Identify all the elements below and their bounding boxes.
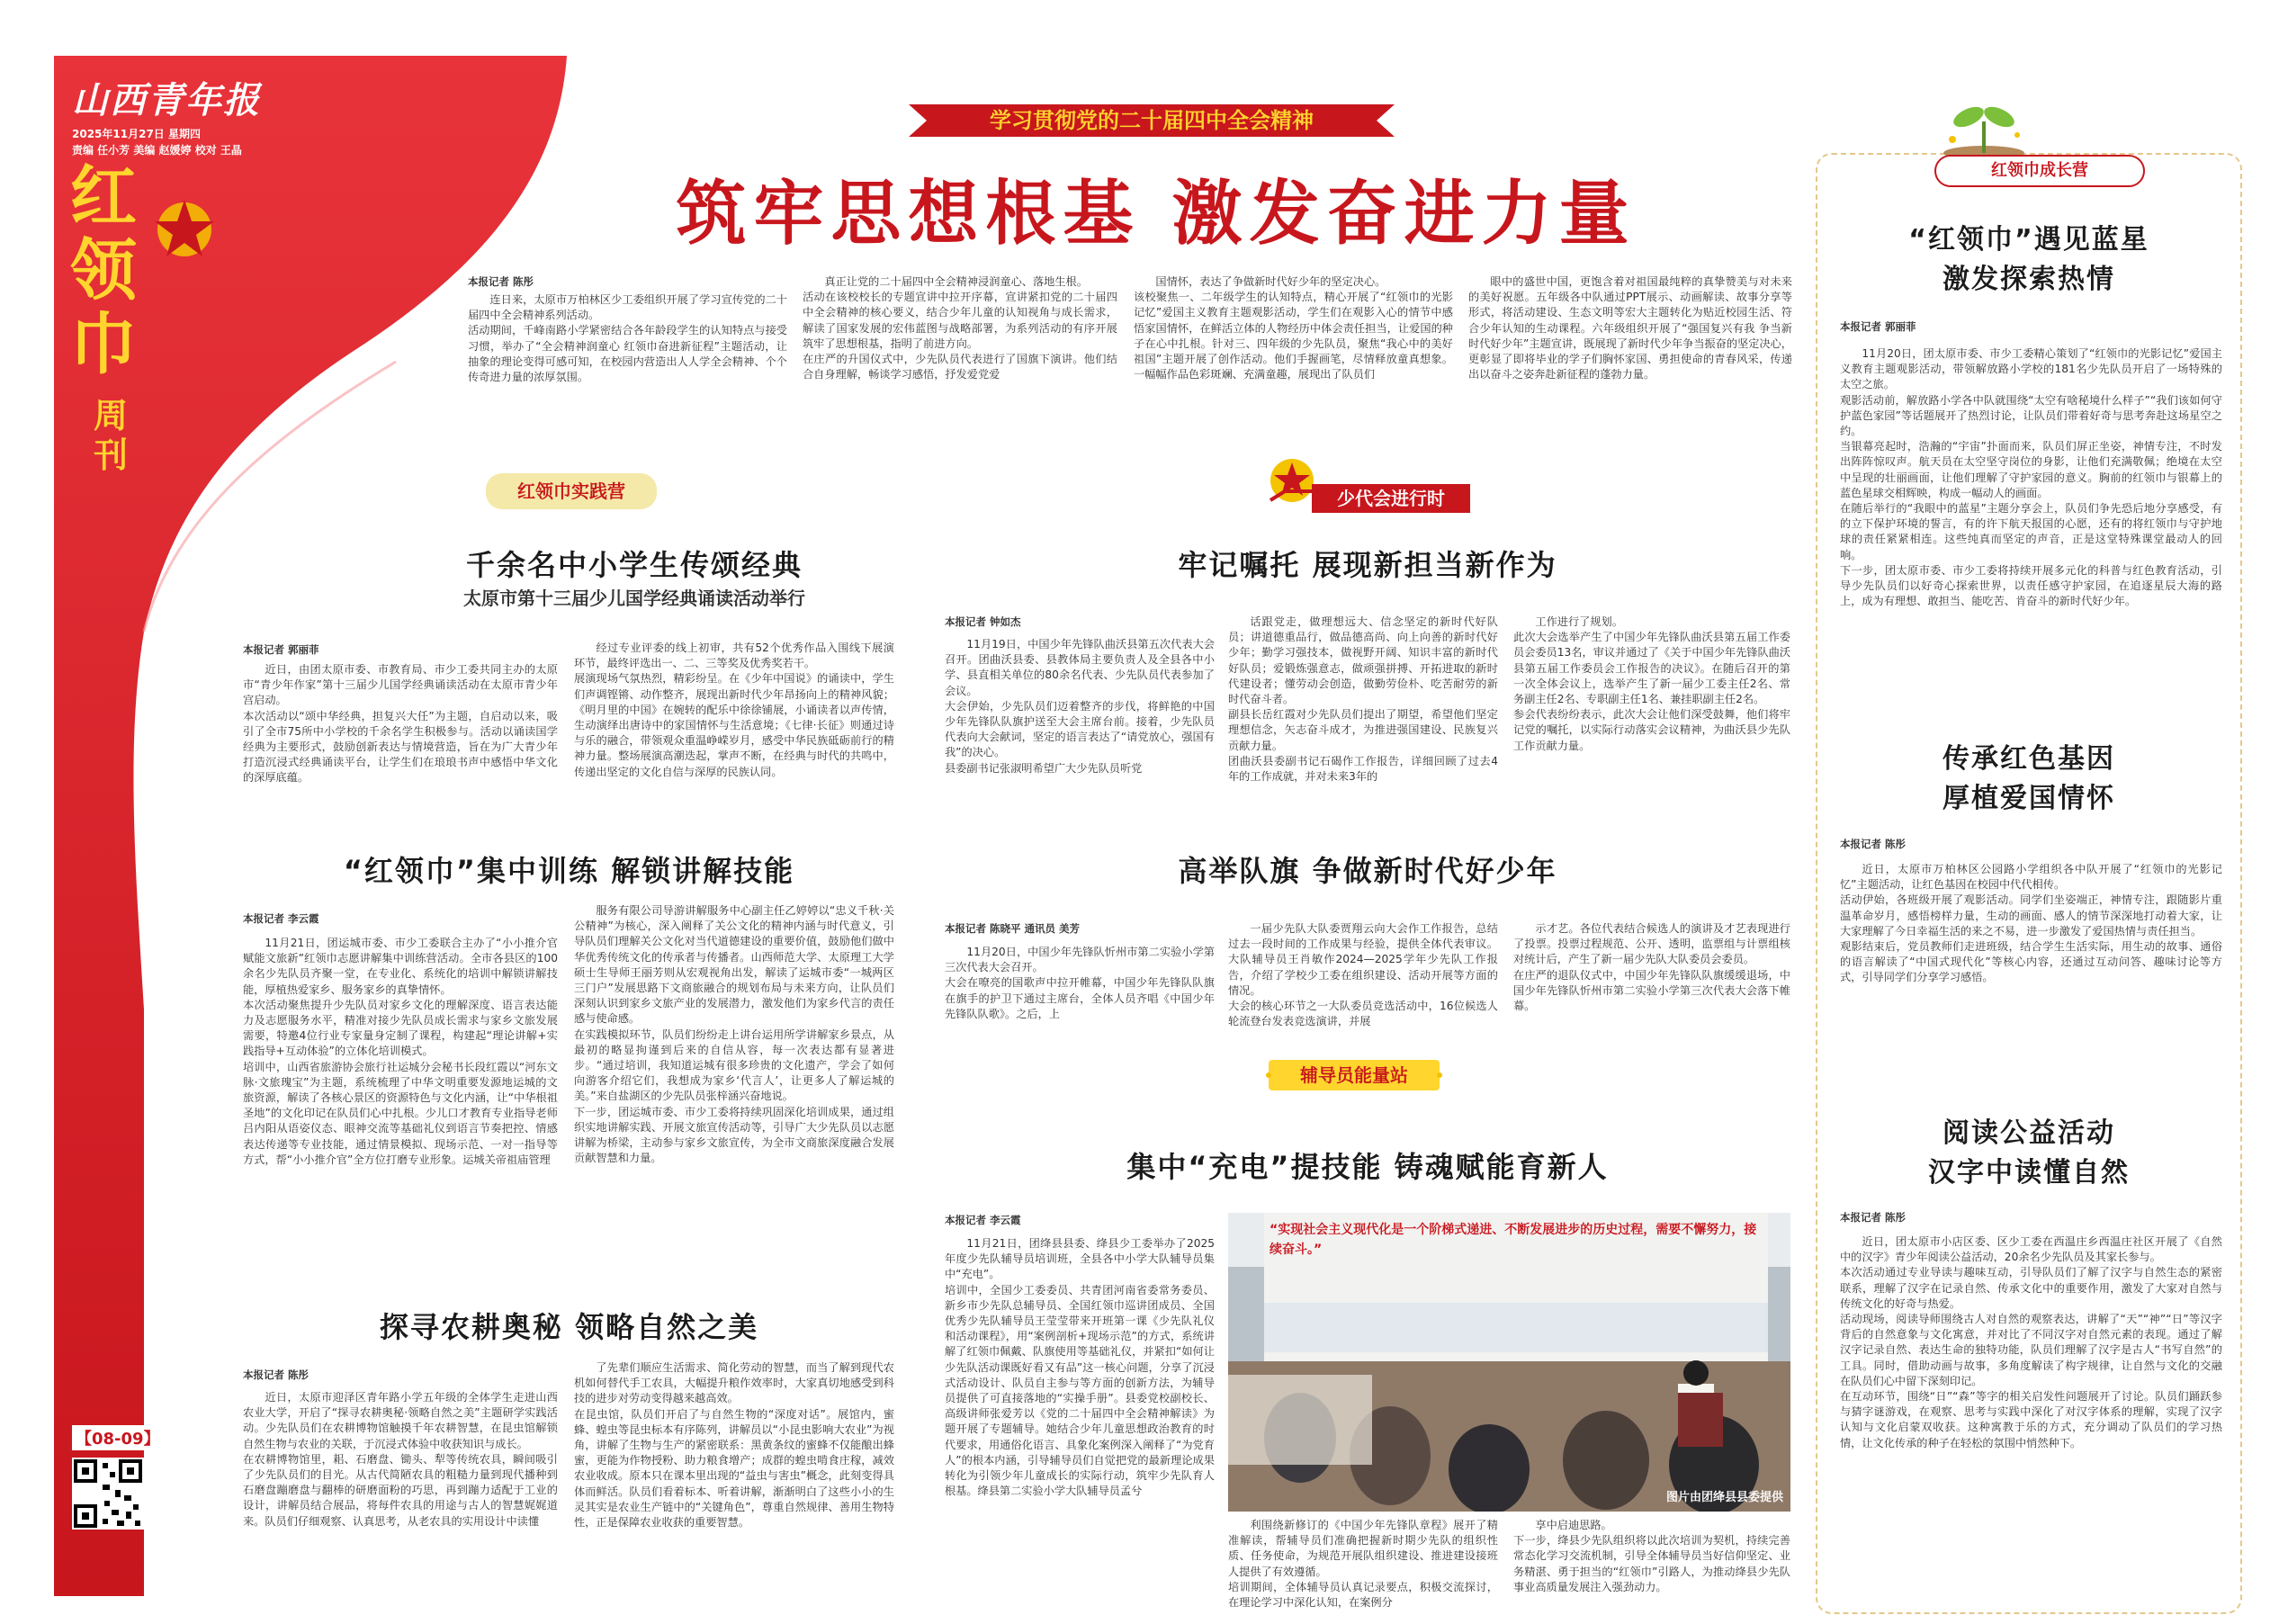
practice-tag-text: 红领巾实践营 xyxy=(517,480,625,502)
title-line-2: 激发探索热情 xyxy=(1943,264,2115,295)
article-subtitle: 太原市第十三届少儿国学经典诵读活动举行 xyxy=(463,588,805,609)
article-col-1: 11月21日，团绛县县委、绛县少工委举办了2025年度少先队辅导员培训班，全县各中小学大队辅导员集中“充电”。 培训中，全国少工委委员、共青团河南省委常务委员、新乡市少先队总辅导员、全国红领巾巡讲团成员、全国优秀少先队辅导员王莹莹带来开班第一课《少先队礼仪和活动课程》，用“案例剖析+现场示范”的方式，系统讲解了红领巾佩戴、队旗使用等基础礼仪，并紧扣“如何让少先队活动课既好看又有品”这一核心问题，分享了沉浸式活动设计、队员自主参与等方面的创新方法，为辅导员提供了可直接落地的“实操手册”。县委党校副校长、高级讲师张爱芳以《党的二十届四中全会精神解读》为题开展了专题辅导。她结合少年儿童思想政治教育的时代要求，用通俗化语言、具象化案例深入阐释了“为党育人”的根本内涵，引导辅导员们自觉把党的最新理论成果转化为引领少年儿童成长的实际行动，筑牢少先队育人根基。绛县第二实验小学大队辅导员孟兮 xyxy=(945,1237,1215,1498)
article-col-1: 11月20日，中国少年先锋队忻州市第二实验小学第三次代表大会召开。 大会在嘹亮的国歌声中拉开帷幕，中国少年先锋队队旗在旗手的护卫下通过主席台，全体人员齐唱《中国少年先锋队队歌》。之后，上 xyxy=(945,946,1215,1020)
issue-date: 2025年11月27日 星期四 xyxy=(72,128,201,140)
article-col-1: 11月19日，中国少年先锋队曲沃县第五次代表大会召开。团曲沃县委、县教体局主要负责人及全县各中小学、县直相关单位的80余名代表、少先队员代表参加了会议。 大会伊始，少先队员们迈着整齐的步伐，将鲜艳的中国少年先锋队队旗护送至大会主席台前。接着，少先队员代表向大会献词，坚定的语言表达了“请党放心，强国有我”的决心。 县委副书记张淑明希望广大少先队员听党 xyxy=(945,638,1215,775)
paper-name: 山西青年报 xyxy=(72,79,261,121)
article-col-1: 近日，由团太原市委、市教育局、市少工委共同主办的太原市“青少年作家”第十三届少儿国学经典诵读活动在太原市青少年宫启动。 本次活动以“颂中华经典，担复兴大任”为主题，自启动以来，吸引了全市75所中小学校的千余名学生积极参与。活动以诵读国学经典为主要形式，鼓励创新表达与情境营造，旨在为广大青少年打造沉浸式经典诵读平台，让学生们在琅琅书声中感悟中华文化的深厚底蕴。 xyxy=(243,663,558,785)
sidebar-tag-text: 红领巾成长营 xyxy=(1991,161,2088,180)
article-byline: 本报记者 陈彤 xyxy=(243,1368,310,1381)
section-subtitle: 周刊 xyxy=(94,395,129,475)
sidebar-article-body: 近日，团太原市小店区委、区少工委在西温庄乡西温庄社区开展了《自然中的汉字》青少年阅读公益活动，20余名少先队员及其家长参与。 本次活动通过专业导读与趣味互动，引导队员们了解了汉字与自然生态的紧密联系，理解了汉字在记录自然、传承文化中的重要作用，激发了大家对自然与传统文化的好奇与热爱。 活动现场，阅读导师围绕古人对自然的观察表达，讲解了“天”“神”“日”等汉字背后的自然意象与文化寓意，并对比了不同汉字对自然元素的表现。通过了解汉字记录自然、表达生命的独特功能，队员们理解了汉字是古人“书写自然”的工具。同时，借助动画与故事，多角度解读了构字规律，让自然与文化的交融在队员们心中留下深刻印记。 在互动环节，围绕“日”“森”等字的相关启发性问题展开了讨论。队员们踊跃参与猜字谜游戏，在观察、思考与实践中深化了对汉字体系的理解，实现了汉字认知与文化启蒙双收获。这种寓教于乐的方式，充分调动了队员们的学习热情，让文化传承的种子在轻松的氛围中悄然种下。 xyxy=(1840,1235,2222,1449)
counselor-section-tag xyxy=(1260,1054,1449,1096)
practice-section-tag xyxy=(486,473,657,509)
title-line-2: 汉字中读懂自然 xyxy=(1928,1157,2130,1189)
article-byline: 本报记者 郭丽菲 xyxy=(243,643,319,656)
article-col-2: 经过专业评委的线上初审，共有52个优秀作品入围线下展演环节，最终评选出一、二、三等奖及优秀奖若干。 展演现场气氛热烈，精彩纷呈。在《少年中国说》的诵读中，学生们声调铿锵、动作整齐，展现出新时代少年昂扬向上的精神风貌；《明月里的中国》在婉转的配乐中徐徐铺展，小诵读者以声传情，生动演绎出唐诗中的家国情怀与生活意境；《七律·长征》则通过诗与乐的融合，带领观众重温峥嵘岁月，感受中华民族砥砺前行的精神力量。整场展演高潮迭起，掌声不断，在经典与时代的共鸣中，传递出坚定的文化自信与深厚的民族认同。 xyxy=(574,642,894,778)
lead-col-2: 真正让党的二十届四中全会精神浸润童心、落地生根。 活动在该校校长的专题宣讲中拉开序幕，宣讲紧扣党的二十届四中全会精神的核心要义，结合少年儿童的认知视角与成长需求，解读了国家发展的宏伟蓝图与战略部署，为系列活动的有序开展筑牢了思想根基，指明了前进方向。 在庄严的升国仪式中，少先队员代表进行了国旗下演讲。他们结合自身理解，畅谈学习感悟，抒发爱党爱 xyxy=(803,275,1117,381)
article-col-1: 近日，太原市迎泽区青年路小学五年级的全体学生走进山西农业大学，开启了“探寻农耕奥秘·领略自然之美”主题研学实践活动。少先队员们在农耕博物馆触摸千年农耕智慧，在昆虫馆解锁自然生物与农业的关联，于沉浸式体验中收获知识与成长。 在农耕博物馆里，耜、石磨盘、锄头、犁等传统农具，瞬间吸引了少先队员们的目光。从古代简陋农具的粗糙力量到现代播种到石磨盘蹦磨盘与翻棒的研磨面粉的巧思，再到蹦力适配于工业的设计，讲解员结合展品，将每件农具的用途与古人的智慧娓娓道来。队员们仔细观察、认真思考，从老农具的实用设计中读懂 xyxy=(243,1391,558,1528)
pioneers-section-tag xyxy=(1258,455,1474,515)
sidebar-article-title xyxy=(1835,220,2222,300)
title-line-1: “红领巾”遇见蓝星 xyxy=(1908,224,2149,256)
sidebar-article-body: 11月20日，团太原市委、市少工委精心策划了“红领巾的光影记忆”爱国主义教育主题观影活动，带领解放路小学校的181名少先队员开启了一场特殊的太空之旅。 观影活动前，解放路小学各中队就围绕“太空有啥秘境什么样子”“我们该如何守护蓝色家园”等话题展开了热烈讨论，让队员们带着好奇与思考奔赴这场星空之约。 当银幕亮起时，浩瀚的“宇宙”扑面而来，队员们屏正坐姿，神情专注，不时发出阵阵惊叹声。航天员在太空坚守岗位的身影，让他们充满敬佩；绝境在太空中呈现的壮丽画面，让他们理解了守护家园的意义。胸前的红领巾与银幕上的蓝色星球交相辉映，构成一幅动人的画面。 在随后举行的“我眼中的蓝星”主题分享会上，队员们争先恐后地分享感受，有的立下保护环境的誓言，有的许下航天报国的心愿，还有的将红领巾与守护地球的责任紧紧相连。这些纯真而坚定的声音，正是这堂特殊课堂最动人的回响。 下一步，团太原市委、市少工委将持续开展多元化的科普与红色教育活动，引导少先队员们以好奇心探索世界，以责任感守护家园，在追逐星辰大海的路上，成为有理想、敢担当、能吃苦、肯奋斗的新时代好少年。 xyxy=(1840,347,2222,608)
article-byline: 本报记者 郭丽菲 xyxy=(1840,320,1916,333)
article-title: 集中“充电”提技能 铸魂赋能育新人 xyxy=(1126,1150,1609,1184)
article-col-3: 工作进行了规划。 此次大会选举产生了中国少年先锋队曲沃县第五届工作委员会委员13名，审议并通过了《关于中国少年先锋队曲沃县第五届工作委员会工作报告的决议》。在随后召开的第一次全体会议上，选举产生了新一届少工委主任2名、常务副主任2名、专职副主任1名、兼挂职副主任2名。 参会代表纷纷表示，此次大会让他们深受鼓舞，他们将牢记党的嘱托，以实际行动落实会议精神，为曲沃县少先队工作贡献力量。 xyxy=(1513,615,1791,752)
title-line-1: 阅读公益活动 xyxy=(1943,1117,2115,1149)
article-col-2: 了先辈们顺应生活需求、简化劳动的智慧，而当了解到现代农机如何替代手工农具，大幅提升粮作效率时，大家真切地感受到科技的进步对劳动变得越来越高效。 在昆虫馆，队员们开启了与自然生物的“深度对话”。展馆内，蜜蜂、蝗虫等昆虫标本有序陈列，讲解员以“小昆虫影响大农业”为视角，讲解了生物与生产的紧密联系：黑黄条纹的蜜蜂不仅能酿出蜂蜜，更能为作物授粉、助力粮食增产；成群的蝗虫啃食庄稼，减效农业收成。原本只在课本里出现的“益虫与害虫”概念，此刻变得具体而鲜活。队员们看着标本、听着讲解，渐渐明白了这些小小的生灵其实是农业生产链中的“关键角色”，尊重自然规律、善用生物特性，正是保障农业收获的重要智慧。 xyxy=(574,1361,894,1530)
photo-quote-banner: “实现社会主义现代化是一个阶梯式递进、不断发展进步的历史过程，需要不懈努力，接续奋斗。” xyxy=(1270,1223,1757,1257)
sidebar-article-body: 近日，太原市万柏林区公园路小学组织各中队开展了“红领巾的光影记忆”主题活动，让红色基因在校园中代代相传。 活动伊始，各班级开展了观影活动。同学们坐姿端正，神情专注，跟随影片重温革命岁月，感悟榜样力量，生动的画面、感人的情节深深地打动着大家，让大家理解了今日幸福生活的来之不易，进一步激发了爱国热情与责任担当。 观影结束后，党员教师们走进班级，结合学生生活实际，用生动的故事、通俗的语言解读了“中国式现代化”等核心内容，还通过互动问答、趣味讨论等方式，引导同学们分享学习感悟。 xyxy=(1840,863,2222,984)
page-headline: 筑牢思想根基 激发奋进力量 xyxy=(676,173,1637,255)
banner-tag-text: 学习贯彻党的二十届四中全会精神 xyxy=(990,108,1314,133)
article-byline: 本报记者 李云霞 xyxy=(945,1214,1021,1226)
article-title: 高举队旗 争做新时代好少年 xyxy=(1178,854,1557,888)
article-title: “红领巾”集中训练 解锁讲解技能 xyxy=(343,854,795,888)
pioneers-tag-text: 少代会进行时 xyxy=(1337,488,1445,509)
lead-col-4: 眼中的盛世中国，更饱含着对祖国最纯粹的真挚赞美与对未来的美好祝愿。五年级各中队通过PPT展示、动画解读、故事分享等形式，将活动建设、生态文明等宏大主题转化为贴近校园生活、符合少年认知的生动课程。六年级组织开展了“强国复兴有我 争当新时代好少年”主题宣讲，既展现了新时代少年争当振奋的坚定决心，更彰显了即将毕业的学子们胸怀家国、勇担使命的青春风采，传递出以奋斗之姿奔赴新征程的蓬勃力量。 xyxy=(1468,275,1792,381)
article-col-3: 示才艺。各位代表结合候选人的演讲及才艺表现进行了投票。投票过程规范、公开、透明，监票组与计票组核对统计后，产生了新一届少先队大队委员会委员。 在庄严的退队仪式中，中国少年先锋队队旗缓缓退场，中国少年先锋队忻州市第二实验小学第三次代表大会落下帷幕。 xyxy=(1513,922,1790,1013)
article-title: 探寻农耕奥秘 领略自然之美 xyxy=(379,1310,759,1344)
article-byline: 本报记者 陈晓平 通讯员 美芳 xyxy=(945,922,1081,935)
lead-byline: 本报记者 陈彤 xyxy=(468,275,534,288)
article-byline: 本报记者 李云霞 xyxy=(243,912,319,925)
editors: 责编 任小芳 美编 赵媛婷 校对 王晶 xyxy=(72,144,242,157)
qr-code-icon xyxy=(72,1458,144,1530)
article-col-2: 话跟党走，做理想远大、信念坚定的新时代好队员；讲道德重品行，做品德高尚、向上向善的新时代好少年；勤学习强技本，做视野开阔、知识丰富的新时代好队员；爱锻炼强意志，做顽强拼搏、开拓进取的新时代建设者；懂劳动会创造，做勤劳俭朴、吃苦耐劳的新时代奋斗者。 副县长岳红霞对少先队员们提出了期望，希望他们坚定理想信念，矢志奋斗成才，为推进强国建设、民族复兴贡献力量。 团曲沃县委副书记石碣作工作报告，详细回顾了过去4年的工作成就，并对未来3年的 xyxy=(1228,615,1498,784)
title-line-2: 厚植爱国情怀 xyxy=(1943,783,2115,814)
sidebar-article-title xyxy=(1835,1114,2222,1193)
title-line-1: 传承红色基因 xyxy=(1943,743,2115,775)
banner-tag xyxy=(909,104,1395,137)
article-col-2: 服务有限公司导游讲解服务中心副主任乙婷婷以“忠义千秋·关公精神”为核心，深入阐释了关公文化的精神内涵与时代意义，引导队员们理解关公文化对当代道德建设的重要价值，鼓励他们做中华优秀传统文化的传承者与传播者。山西师范大学、太原理工大学硕士生导师王丽芳则从宏观视角出发，解读了运城市委“一城两区三门户”发展思路下文商旅融合的规划布局与未来方向，让队员们深刻认识到家乡文旅产业的发展潜力，激发他们为家乡代言的责任感与使命感。 在实践模拟环节，队员们纷纷走上讲台运用所学讲解家乡景点，从最初的略显拘谨到后来的自信从容，每一次表达都有显著进步。“通过培训，我知道运城有很多珍贵的文化遗产，学会了如何向游客介绍它们，我想成为家乡‘代言人’，让更多人了解运城的美。”来自盐湖区的少先队员张梓涵兴奋地说。 下一步，团运城市委、市少工委将持续巩固深化培训成果，通过组织实地讲解实践、开展文旅宣传活动等，引导广大少先队员以志愿讲解为桥梁，主动参与家乡文旅宣传，为全市文商旅深度融合发展贡献智慧和力量。 xyxy=(574,904,894,1165)
article-byline: 本报记者 陈彤 xyxy=(1840,838,1907,850)
section-title: 红领巾 xyxy=(70,158,137,383)
article-col-1: 11月21日，团运城市委、市少工委联合主办了“小小推介官赋能文旅新”红领巾志愿讲解集中训练营活动。全市各县区的100余名少先队员齐聚一堂，在专业化、系统化的培训中解锁讲解技能，厚植热爱家乡、服务家乡的真挚情怀。 本次活动聚焦提升少先队员对家乡文化的理解深度、语言表达能力及志愿服务水平，精准对接少先队员成长需求与家乡文旅发展需要，特邀4位行业专家量身定制了课程，构建起“理论讲解+实践指导+互动体验”的立体化培训模式。 培训中，山西省旅游协会旅行社运城分会秘书长段红霞以“河东文脉·文旅瑰宝”为主题，系统梳理了中华文明重要发源地运城的文旅资源，解读了各核心景区的资源特色与文化内涵，让“中华根祖圣地”的文化印记在队员们心中扎根。少儿口才教育专业指导老师吕内阳从语姿仪态、眼神交流等基础礼仪到语言节奏把控、情感表达传递等专业技能，通过情景模拟、现场示范、一对一指导等方式，帮“小小推介官”全方位打磨专业形象。运城关帝祖庙管理 xyxy=(243,937,558,1166)
counselor-tag-text: 辅导员能量站 xyxy=(1269,1060,1440,1090)
lead-col-1: 连日来，太原市万柏林区少工委组织开展了学习宣传党的二十届四中全会精神系列活动。 活动期间，千峰南路小学紧密结合各年龄段学生的认知特点与接受习惯，举办了“全会精神润童心 红领巾奋进新征程”主题活动，让抽象的理论变得可感可知，在校园内营造出人人学全会精神、个个传奇进力量的浓厚氛围。 xyxy=(468,293,787,384)
article-byline: 本报记者 陈彤 xyxy=(1840,1211,1907,1224)
photo-credit: 图片由团绛县县委提供 xyxy=(1665,1491,1783,1504)
training-photo xyxy=(1228,1213,1790,1512)
star-emblem-icon xyxy=(144,189,225,274)
sidebar-section-tag xyxy=(1934,155,2145,187)
below-photo-col-2: 享中启迪思路。 下一步，绛县少先队组织将以此次培训为契机，持续完善常态化学习交流机制，引导全体辅导员当好信仰坚定、业务精湛、勇于担当的“红领巾”引路人，为推动绛县少先队事业高质量发展注入强劲动力。 xyxy=(1513,1519,1790,1593)
page-number: 【08-09】 xyxy=(72,1425,164,1450)
article-title: 牢记嘱托 展现新担当新作为 xyxy=(1178,548,1557,582)
article-byline: 本报记者 钟如杰 xyxy=(945,615,1021,628)
lead-col-3: 国情怀，表达了争做新时代好少年的坚定决心。 该校聚焦一、二年级学生的认知特点，精心开展了“红领巾的光影记忆”爱国主义教育主题观影活动，学生们在观影入心的情节中感悟家国情怀，在鲜活立体的人物经历中体会责任担当，让爱国的种子在心中扎根。针对三、四年级的少先队员，聚焦“我心中的美好祖国”主题开展了创作活动。他们手握画笔，尽情释放童真想象。一幅幅作品色彩斑斓、充满童趣，展现出了队员们 xyxy=(1134,275,1453,381)
article-title: 千余名中小学生传颂经典 xyxy=(465,548,803,582)
article-col-2: 一届少先队大队委贾翔云向大会作工作报告，总结过去一段时间的工作成果与经验，提供全体代表审议。大队辅导员王肖敏作2024—2025学年少先队工作报告，介绍了学校少工委在组织建设、活动开展等方面的情况。 大会的核心环节之一大队委员竞选活动中，16位候选人轮流登台发表竞选演讲，并展 xyxy=(1228,922,1498,1028)
sidebar-article-title xyxy=(1835,740,2222,819)
below-photo-col-1: 利围绕新修订的《中国少年先锋队章程》展开了精准解读，帮辅导员们准确把握新时期少先队的组织性质、任务使命，为规范开展队组织建设、推进建设接班人提供了有效遵循。 培训期间，全体辅导员认真记录要点，积极交流探讨，在理论学习中深化认知，在案例分 xyxy=(1228,1519,1498,1610)
